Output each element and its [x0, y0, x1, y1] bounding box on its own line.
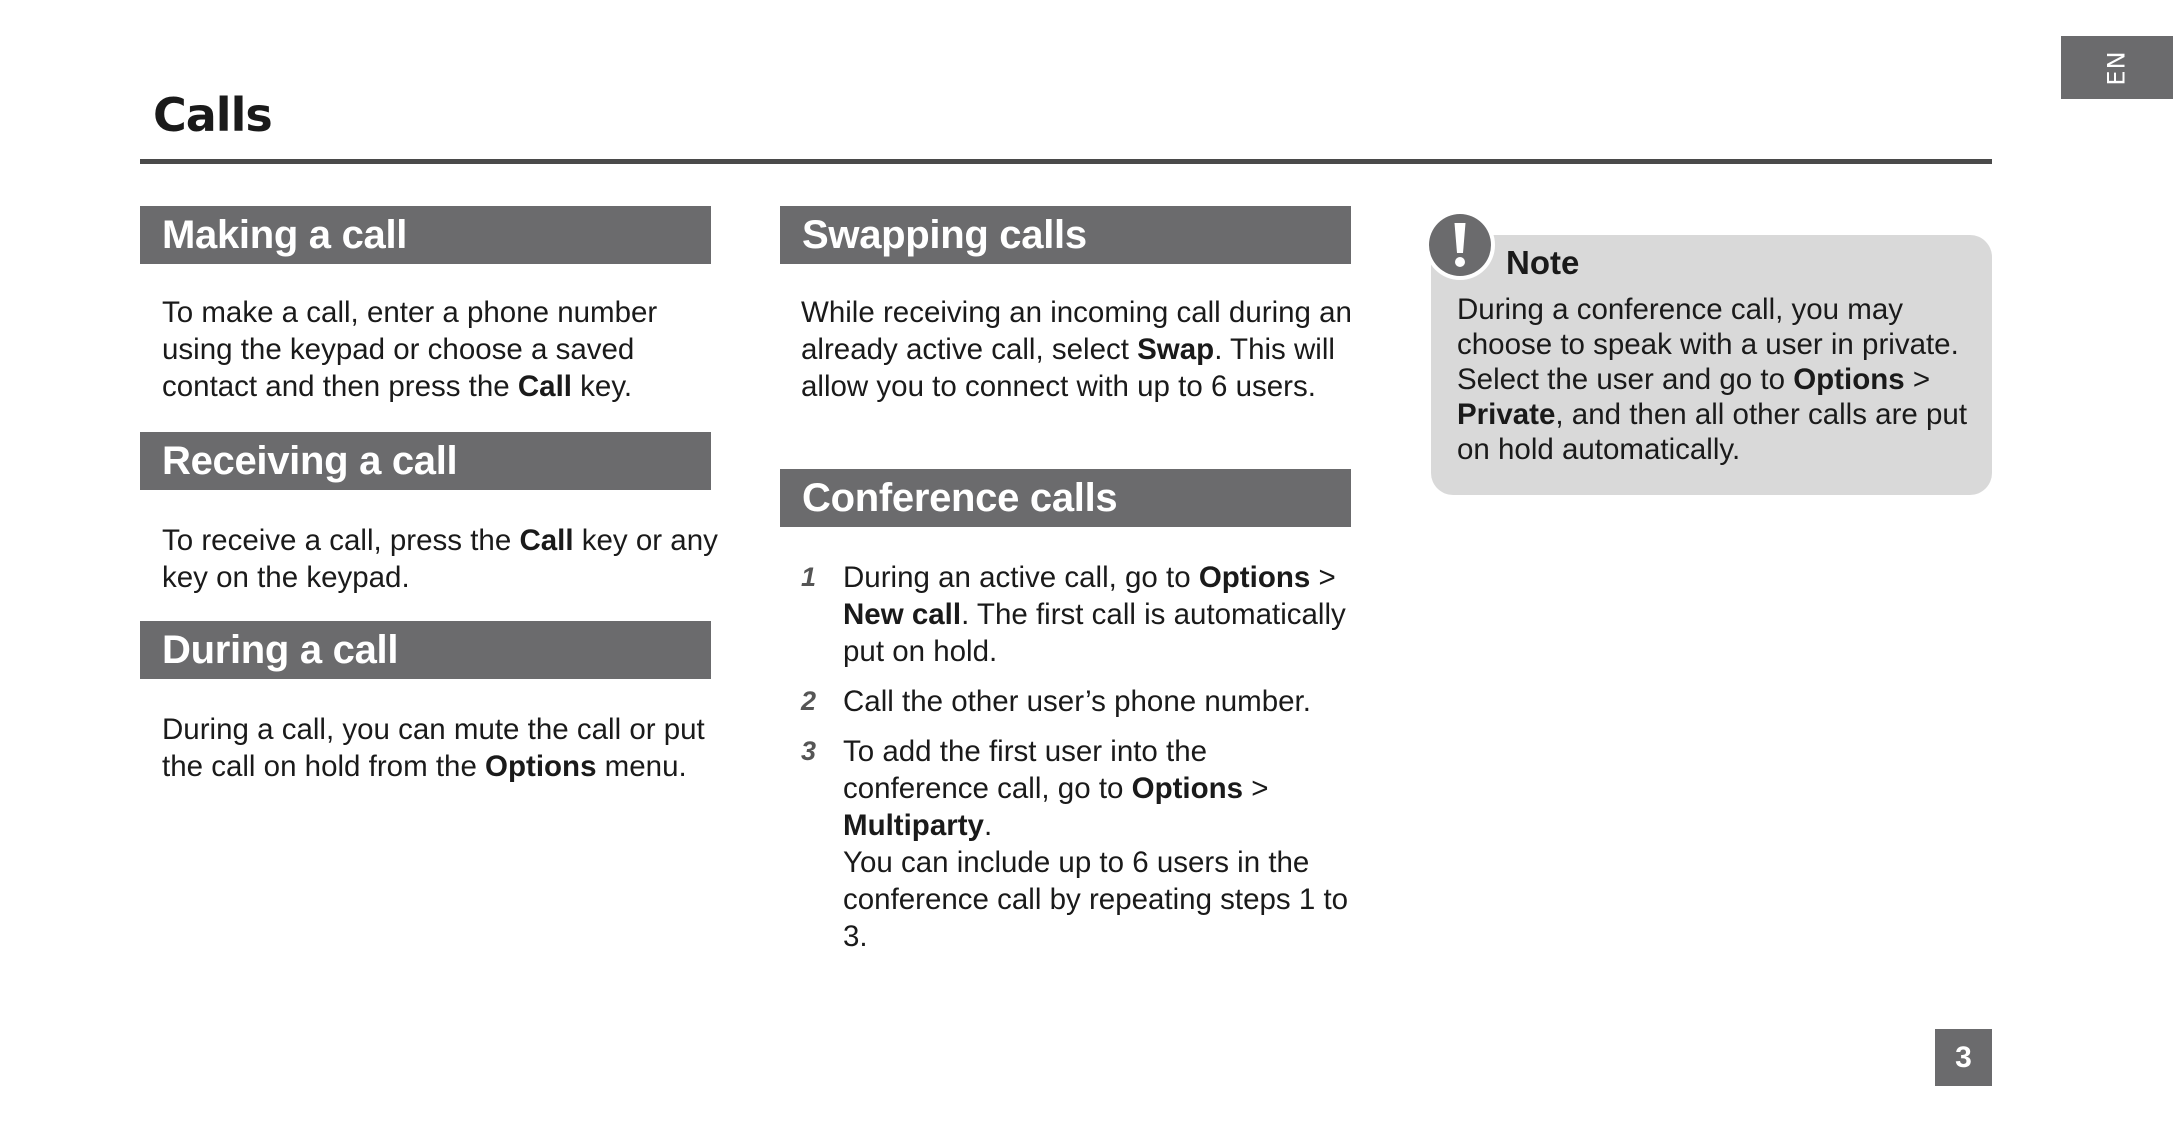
- list-item: 1 During an active call, go to Options > New call. The first call is automatically put on hold.: [801, 561, 1346, 668]
- note-title: Note: [1506, 244, 1580, 281]
- language-tab: [2061, 36, 2173, 99]
- step-number: 1: [801, 562, 817, 592]
- section-heading-conference-calls: Conference calls: [780, 469, 1351, 527]
- section-heading-during-a-call: During a call: [140, 621, 711, 679]
- receiving-a-call-text: To receive a call, press the Call key or any key on the keypad.: [162, 524, 718, 594]
- section-heading-receiving-a-call: Receiving a call: [140, 432, 711, 490]
- conference-steps-list: [801, 559, 1361, 968]
- page-title: Calls: [153, 88, 272, 142]
- step-number: 2: [801, 686, 817, 716]
- title-divider: [140, 159, 1992, 164]
- list-item: 2 Call the other user’s phone number.: [801, 685, 1311, 718]
- section-heading-swapping-calls: Swapping calls: [780, 206, 1351, 264]
- note-text: During a conference call, you may choose to speak with a user in private. Select the user and go to Options > Private, and then all other calls are put on hold automatically.: [1457, 293, 1968, 466]
- during-a-call-text: During a call, you can mute the call or put the call on hold from the Options menu.: [162, 713, 705, 783]
- section-heading-making-a-call: Making a call: [140, 206, 711, 264]
- making-a-call-text: To make a call, enter a phone number using the keypad or choose a saved contact and then press the Call key.: [162, 296, 658, 403]
- step-number: 3: [801, 736, 817, 766]
- exclamation-icon: [1423, 208, 1497, 282]
- swapping-calls-text: While receiving an incoming call during an already active call, select Swap. This will allow you to connect with up to 6 users.: [801, 296, 1352, 403]
- page-number: 3: [1935, 1029, 1992, 1086]
- language-label: EN: [2103, 49, 2131, 86]
- list-item: 3 To add the first user into the conference call, go to Options > Multiparty. You can include up to 6 users in the conference call by repeating steps 1 to 3.: [801, 735, 1349, 953]
